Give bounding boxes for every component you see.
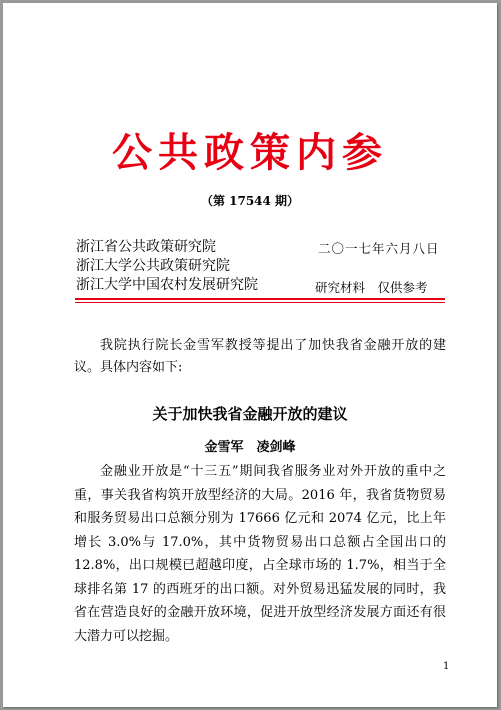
org-name-2: 浙江大学公共政策研究院 [76, 258, 230, 274]
org-name-3: 浙江大学中国农村发展研究院 [76, 277, 258, 293]
document-page [3, 3, 497, 707]
body-paragraph: 金融业开放是“十三五”期间我省服务业对外开放的重中之重，事关我省构筑开放型经济的大局。2016 年，我省货物贸易和服务贸易出口总额分别为 17666 亿元和 2074 亿元，比上年增长 3.0%与 17.0%，其中货物贸易出口总额占全国出口的 12.8%，出口规模已超越印度，占全球市场的 1.7%，相当于全球排名第 17 的西班牙的出口额。对外贸易迅猛发展的同时，我省在营造良好的金融开放环境，促进开放型经济发展方面还有很大潜力可以挖掘。 [74, 464, 446, 644]
header-rule-thick [75, 298, 445, 300]
intro-paragraph: 我院执行院长金雪军教授等提出了加快我省金融开放的建议。具体内容如下: [74, 338, 446, 375]
issue-date: 二〇一七年六月八日 [318, 241, 440, 256]
reference-note: 研究材料 仅供参考 [315, 280, 428, 295]
article-authors: 金雪军 凌剑峰 [204, 440, 296, 455]
masthead-title: 公共政策内参 [112, 129, 388, 176]
issue-number: （第 17544 期） [200, 194, 300, 208]
article-title: 关于加快我省金融开放的建议 [152, 405, 348, 423]
org-name-1: 浙江省公共政策研究院 [76, 239, 216, 255]
header-rule-thin [75, 302, 445, 303]
page-number: 1 [443, 661, 450, 672]
